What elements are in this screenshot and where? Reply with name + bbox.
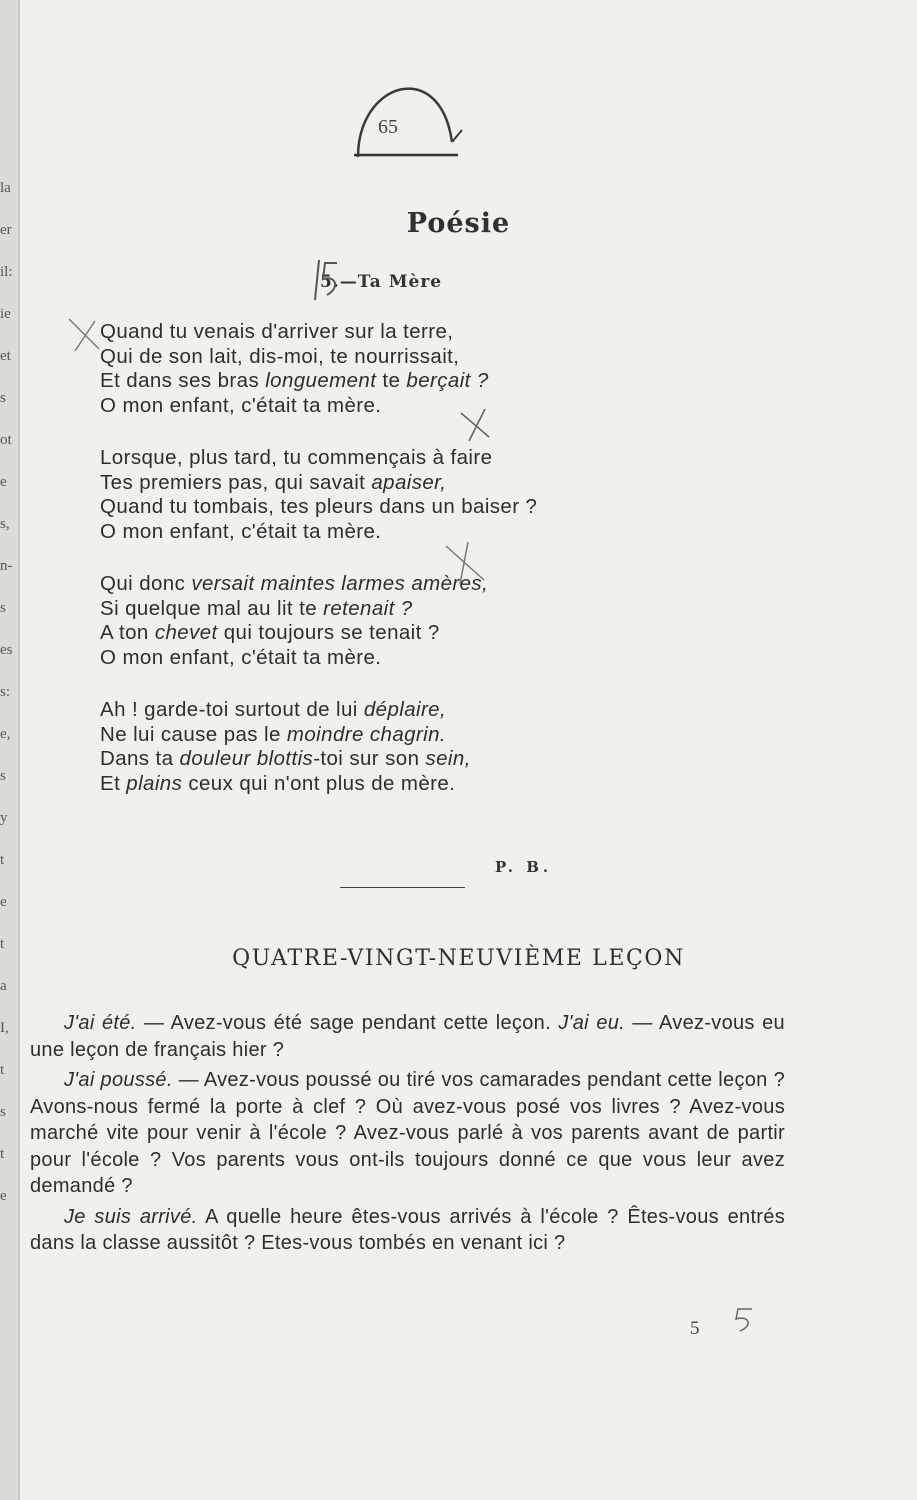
text-segment: Ah ! garde-toi surtout de lui: [100, 698, 364, 721]
italic-segment: moindre chagrin.: [286, 722, 446, 746]
text-segment: Quand tu venais d'arriver sur la terre,: [100, 320, 454, 343]
section-divider: [340, 887, 465, 888]
italic-segment: douleur blottis: [179, 747, 314, 770]
margin-fragment: s: [0, 768, 6, 784]
italic-segment: retenait ?: [323, 596, 413, 620]
text-segment: te: [376, 369, 407, 392]
poem-stanza: [100, 698, 537, 796]
margin-fragment: e: [0, 474, 7, 490]
lesson-paragraph: [30, 1204, 785, 1257]
text-segment: Lorsque, plus tard, tu commençais à faire: [100, 446, 493, 469]
poem-line: [100, 621, 537, 646]
italic-segment: J'ai poussé.: [64, 1069, 173, 1091]
poem-line: [100, 646, 537, 671]
margin-fragment: s: [0, 390, 6, 406]
poem-line: [100, 520, 537, 545]
text-segment: Dans ta: [100, 747, 180, 770]
lesson-heading: QUATRE-VINGT-NEUVIÈME LEÇON: [232, 946, 685, 971]
margin-fragment: y: [0, 810, 8, 826]
text-segment: O mon enfant, c'était ta mère.: [100, 393, 382, 417]
poem-stanza: [100, 572, 537, 670]
text-segment: Qui donc: [100, 572, 192, 595]
text-segment: -toi sur son: [313, 747, 426, 770]
poem-line: [100, 320, 537, 345]
margin-fragment: ie: [0, 306, 11, 322]
text-segment: — Avez-vous eu une leçon de français hier ?: [30, 1012, 785, 1061]
margin-fragment: e: [0, 894, 7, 910]
margin-fragment: s: [0, 600, 6, 616]
italic-segment: sein,: [425, 747, 471, 770]
margin-fragment: e: [0, 1188, 7, 1204]
margin-fragment: s: [0, 1104, 6, 1120]
text-segment: Ne lui cause pas le: [100, 722, 287, 746]
text-segment: qui toujours se tenait ?: [217, 621, 440, 644]
text-segment: Quand tu tombais, tes pleurs dans un baiser ?: [100, 495, 538, 518]
page-number: 65: [378, 116, 398, 138]
italic-segment: apaiser,: [371, 470, 447, 494]
text-segment: — Avez-vous poussé ou tiré vos camarades pendant cette leçon ? Avons-nous fermé la porte à clef ? Où avez-vous posé vos livres ? Avez-vous marché vite pour venir à l'école ? Avez-vous parlé à vos parents avant de partir pour l'école ? Vos parents vous ont-ils toujours donné ce que vous leur avez demandé ?: [30, 1069, 785, 1197]
italic-segment: J'ai été.: [64, 1012, 137, 1034]
text-segment: A ton: [100, 621, 155, 644]
margin-fragment: ot: [0, 432, 12, 448]
lesson-paragraph: [30, 1010, 785, 1063]
italic-segment: longuement: [265, 369, 377, 392]
poem-line: [100, 495, 537, 520]
text-segment: — Avez-vous été sage pendant cette leçon.: [136, 1012, 559, 1034]
margin-fragment: er: [0, 222, 12, 238]
margin-fragment: la: [0, 180, 11, 196]
italic-segment: J'ai eu.: [558, 1012, 626, 1034]
margin-fragment: e,: [0, 726, 11, 742]
text-segment: Qui de son lait, dis-moi, te nourrissait,: [100, 344, 460, 368]
text-segment: Tes premiers pas, qui savait: [100, 470, 372, 494]
margin-fragment: t: [0, 1146, 5, 1162]
margin-fragment: t: [0, 936, 5, 952]
text-segment: ceux qui n'ont plus de mère.: [182, 771, 456, 795]
poem-line: [100, 345, 537, 370]
poem-stanza: [100, 446, 537, 544]
margin-fragment: es: [0, 642, 13, 658]
margin-fragment: n-: [0, 558, 13, 574]
poem-line: [100, 597, 537, 622]
margin-fragment: t: [0, 852, 5, 868]
italic-segment: déplaire,: [363, 698, 447, 721]
poem-line: [100, 471, 537, 496]
italic-segment: berçait ?: [406, 369, 489, 392]
poem-signature: P. B.: [495, 858, 553, 876]
text-segment: Et: [100, 771, 127, 795]
poem-stanza: [100, 320, 537, 418]
poem-line: [100, 698, 537, 723]
italic-segment: chevet: [154, 621, 218, 644]
margin-fragment: il:: [0, 264, 13, 280]
poem-line: [100, 394, 537, 419]
poem-line: [100, 747, 537, 772]
italic-segment: Je suis arrivé.: [64, 1205, 198, 1228]
text-segment: O mon enfant, c'était ta mère.: [100, 519, 382, 543]
italic-segment: plains: [126, 771, 183, 795]
signature-number: 5: [690, 1318, 700, 1339]
margin-fragment: I,: [0, 1020, 9, 1036]
italic-segment: versait maintes larmes amères,: [191, 572, 489, 595]
margin-fragment: t: [0, 1062, 5, 1078]
poem-line: [100, 369, 537, 394]
page-title: Poésie: [406, 208, 511, 239]
text-segment: Et dans ses bras: [100, 369, 266, 392]
text-segment: A quelle heure êtes-vous arrivés à l'école ? Êtes-vous entrés dans la classe aussitôt ? Etes-vous tombés en venant ici ?: [30, 1205, 785, 1254]
margin-fragment: a: [0, 978, 7, 994]
poem-line: [100, 772, 537, 797]
text-segment: O mon enfant, c'était ta mère.: [100, 645, 382, 669]
poem-line: [100, 723, 537, 748]
poem-line: [100, 572, 537, 597]
text-segment: Si quelque mal au lit te: [100, 596, 324, 620]
poem-line: [100, 446, 537, 471]
margin-fragment: et: [0, 348, 11, 364]
poem: [100, 320, 537, 824]
margin-fragment: s:: [0, 684, 11, 700]
lesson-text: [30, 1010, 785, 1261]
poem-subtitle: 5.—Ta Mère: [320, 272, 443, 292]
lesson-paragraph: [30, 1067, 785, 1200]
margin-fragment: s,: [0, 516, 10, 532]
